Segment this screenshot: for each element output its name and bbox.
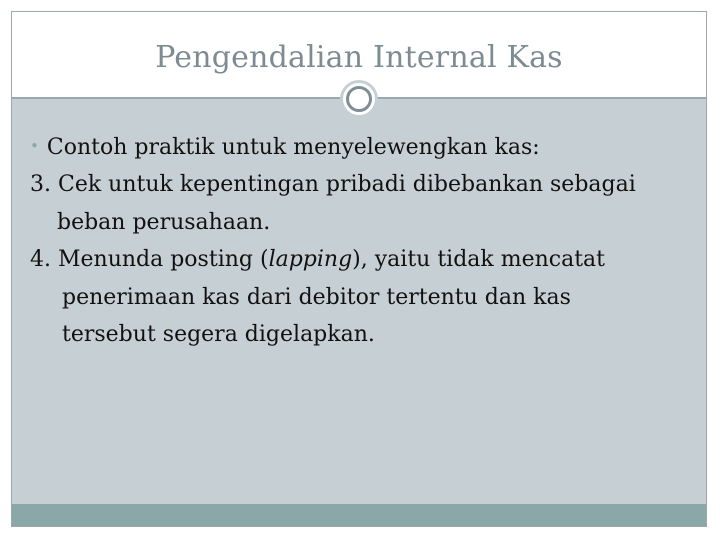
item-4-prefix: 4. Menunda posting ( xyxy=(30,247,269,273)
item-3-line-2: beban perusahaan. xyxy=(57,209,271,235)
bullet-text: Contoh praktik untuk menyelewengkan kas: xyxy=(46,135,540,160)
bullet-icon: • xyxy=(30,137,39,155)
item-4-line-2: penerimaan kas dari debitor tertentu dan kas xyxy=(62,284,571,310)
bullet-item xyxy=(30,129,700,166)
slide xyxy=(11,11,707,527)
item-3-line-1: 3. Cek untuk kepentingan pribadi dibebankan sebagai xyxy=(30,172,636,198)
slide-title: Pengendalian Internal Kas xyxy=(155,40,563,75)
slide-content xyxy=(30,129,700,353)
item-4-line-1 xyxy=(30,241,700,278)
circle-ring-inner xyxy=(346,86,372,112)
footer-bar xyxy=(12,504,706,526)
item-4-line-3: tersebut segera digelapkan. xyxy=(62,321,375,347)
item-4-suffix: ), yaitu tidak mencatat xyxy=(352,247,606,273)
item-4-italic-term: lapping xyxy=(268,247,353,273)
circle-ring-icon xyxy=(340,80,378,118)
